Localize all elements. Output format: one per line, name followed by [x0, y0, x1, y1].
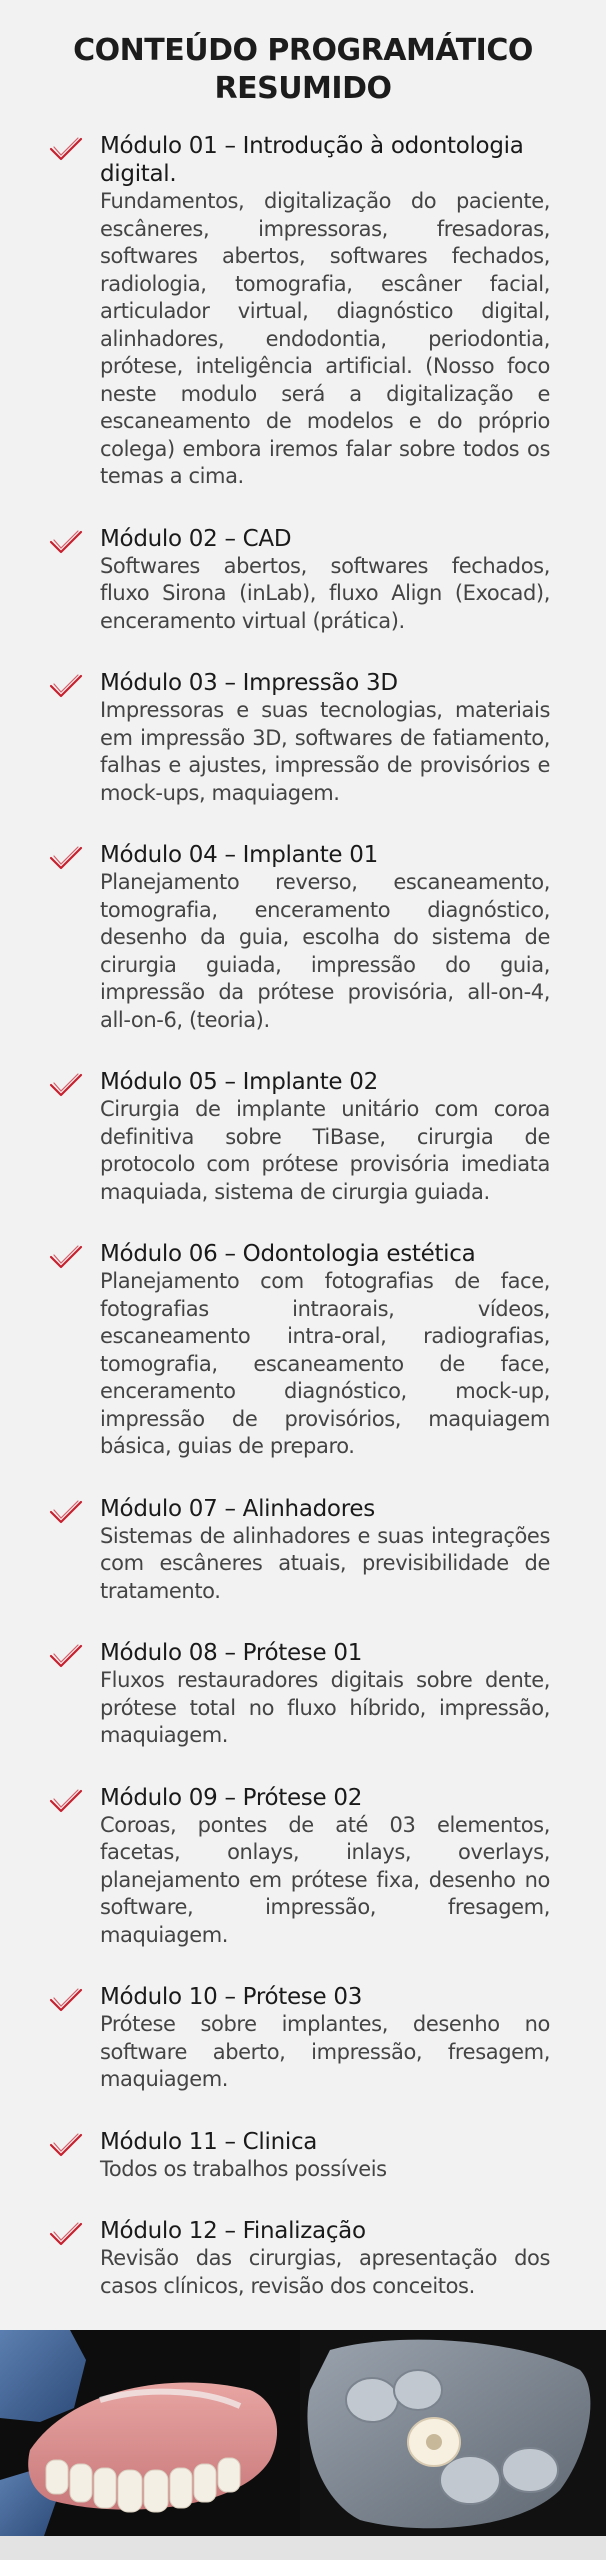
dental-photos-banner	[0, 2330, 606, 2536]
module-description: Todos os trabalhos possíveis	[100, 2156, 387, 2181]
module-title: Módulo 06 – Odontologia estética	[100, 1241, 476, 1267]
module-item	[0, 1240, 606, 1461]
module-title: Módulo 02 – CAD	[100, 525, 292, 552]
module-title: Módulo 09 – Prótese 02	[100, 1784, 363, 1811]
module-description: Prótese sobre implantes, desenho no software aberto, impressão, fresagem, maquiagem.	[100, 2012, 550, 2091]
module-item	[0, 1068, 606, 1206]
checkmark-icon	[48, 1788, 84, 1814]
module-description: Fluxos restauradores digitais sobre dente, prótese total no fluxo híbrido, impressão, maquiagem.	[100, 1668, 550, 1747]
page-title-line-2: RESUMIDO	[214, 71, 392, 106]
module-item	[0, 1784, 606, 1950]
module-item	[0, 2128, 606, 2184]
dental-photos-image	[0, 2330, 606, 2536]
checkmark-icon	[48, 2132, 84, 2158]
module-title: Módulo 12 – Finalização	[100, 2218, 366, 2244]
module-title: Módulo 04 – Implante 01	[100, 842, 378, 868]
checkmark-icon	[48, 529, 84, 555]
module-title: Módulo 01 – Introdução à odontologia digital.	[100, 133, 524, 187]
bottom-strip	[0, 2536, 606, 2560]
module-title: Módulo 08 – Prótese 01	[100, 1640, 363, 1666]
checkmark-icon	[48, 1987, 84, 2013]
checkmark-icon	[48, 1643, 84, 1669]
module-item	[0, 669, 606, 807]
module-description: Sistemas de alinhadores e suas integrações com escâneres atuais, previsibilidade de tratamento.	[100, 1523, 550, 1603]
module-title: Módulo 07 – Alinhadores	[100, 1495, 375, 1522]
module-item	[0, 525, 606, 636]
checkmark-icon	[48, 1244, 84, 1270]
checkmark-icon	[48, 136, 84, 162]
checkmark-icon	[48, 673, 84, 699]
module-description: Cirurgia de implante unitário com coroa definitiva sobre TiBase, cirurgia de protocolo com prótese provisória imediata maquiada, sistema de cirurgia guiada.	[100, 1097, 550, 1204]
module-description: Coroas, pontes de até 03 elementos, facetas, onlays, inlays, overlays, planejamento em prótese fixa, desenho no software, impressão, fresagem, maquiagem.	[100, 1812, 550, 1947]
module-item	[0, 1495, 606, 1606]
module-item	[0, 132, 606, 491]
page-title	[0, 32, 606, 108]
module-item	[0, 1983, 606, 2094]
module-description: Fundamentos, digitalização do paciente, escâneres, impressoras, fresadoras, softwares abertos, softwares fechados, radiologia, tomografia, escâner facial, articulador virtual, diagnóstico digital, alinhadores, endodontia, periodontia, prótese, inteligência artificial. (Nosso foco neste modulo será a digitalização e escaneamento de modelos e do próprio colega) embora iremos falar sobre todos os temas a cima.	[100, 189, 550, 488]
module-item	[0, 1639, 606, 1750]
checkmark-icon	[48, 2221, 84, 2247]
checkmark-icon	[48, 1499, 84, 1525]
module-item	[0, 841, 606, 1034]
module-description: Softwares abertos, softwares fechados, fluxo Sirona (inLab), fluxo Align (Exocad), enceramento virtual (prática).	[100, 553, 550, 633]
module-description: Revisão das cirurgias, apresentação dos casos clínicos, revisão dos conceitos.	[100, 2246, 550, 2298]
module-item	[0, 2217, 606, 2300]
module-list	[0, 132, 606, 2334]
checkmark-icon	[48, 845, 84, 871]
module-description: Planejamento com fotografias de face, fotografias intraorais, vídeos, escaneamento intra-oral, radiografias, tomografia, escaneamento de face, enceramento diagnóstico, mock-up, impressão de provisórios, maquiagem básica, guias de preparo.	[100, 1269, 550, 1458]
module-title: Módulo 05 – Implante 02	[100, 1069, 378, 1095]
checkmark-icon	[48, 1072, 84, 1098]
page-title-line-1: CONTEÚDO PROGRAMÁTICO	[73, 33, 533, 68]
module-description: Planejamento reverso, escaneamento, tomografia, enceramento diagnóstico, desenho da guia, escolha do sistema de cirurgia guiada, impressão do guia, impressão da prótese provisória, all-on-4, all-on-6, (teoria).	[100, 870, 550, 1032]
module-title: Módulo 10 – Prótese 03	[100, 1984, 363, 2010]
module-title: Módulo 11 – Clinica	[100, 2128, 318, 2155]
module-description: Impressoras e suas tecnologias, materiais em impressão 3D, softwares de fatiamento, falhas e ajustes, impressão de provisórios e mock-ups, maquiagem.	[100, 698, 550, 805]
module-title: Módulo 03 – Impressão 3D	[100, 670, 398, 696]
